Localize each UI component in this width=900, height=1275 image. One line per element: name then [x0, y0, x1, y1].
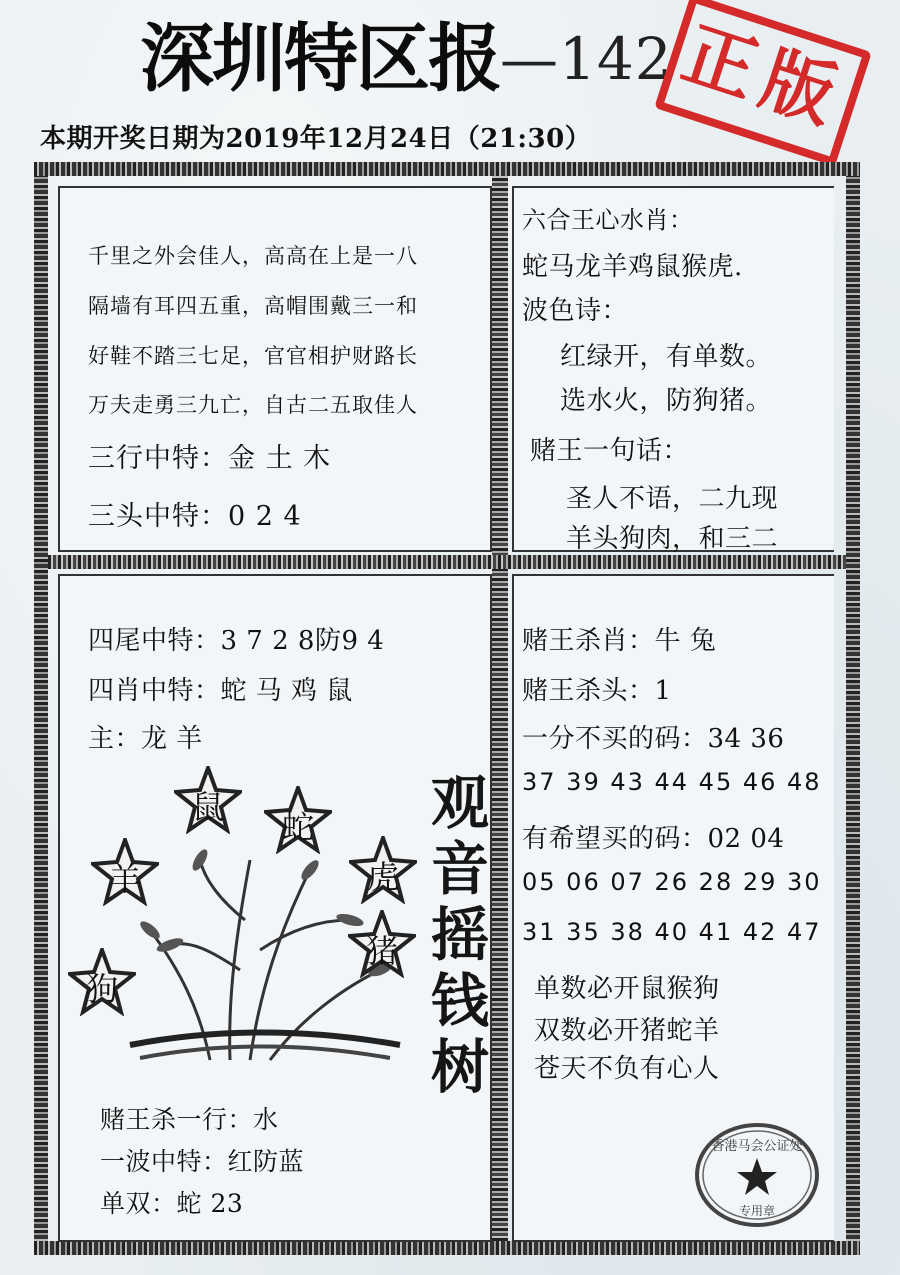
star-zodiac-label: 狗	[85, 970, 118, 1008]
three-elements: 三行中特：金 土 木	[88, 443, 332, 474]
star-zodiac-label: 羊	[108, 860, 141, 898]
authentic-stamp-text: 正版	[673, 10, 856, 142]
star-zodiac-snake	[268, 790, 328, 850]
four-zodiacs: 四肖中特：蛇 马 鸡 鼠	[88, 676, 353, 706]
horizontal-divider	[48, 555, 846, 569]
star-zodiac-rat	[178, 770, 238, 830]
no-buy-numbers-line: 37 39 43 44 45 46 48	[522, 768, 822, 796]
king-quote-label: 赌王一句话：	[530, 436, 690, 466]
star-zodiac-label: 鼠	[191, 788, 224, 826]
hope-numbers-line: 05 06 07 26 28 29 30	[522, 868, 822, 896]
odd-even: 单双：蛇 23	[100, 1189, 244, 1218]
calligraphy-char: 音	[430, 835, 489, 903]
one-wave: 一波中特：红防蓝	[100, 1147, 305, 1176]
poem-line: 好鞋不踏三七足，官官相护财路长	[88, 344, 418, 368]
newspaper-title: 深圳特区报	[140, 16, 500, 102]
star-zodiac-label: 虎	[366, 858, 399, 896]
wave-poem-line: 选水火，防狗猪。	[560, 386, 773, 416]
kill-element: 赌王杀一行：水	[100, 1105, 279, 1134]
draw-date: 本期开奖日期为2019年12月24日（21:30）	[40, 124, 592, 154]
poem-line: 隔墙有耳四五重，高帽围戴三一和	[88, 294, 418, 318]
main-zodiacs: 主：龙 羊	[88, 724, 203, 754]
star-zodiac-dog	[72, 952, 132, 1012]
odd-rule: 单数必开鼠猴狗	[534, 974, 720, 1004]
calligraphy-title	[420, 770, 500, 1100]
no-buy-numbers: 一分不买的码：34 36	[522, 724, 785, 754]
heart-zodiac-label: 六合王心水肖：	[522, 206, 694, 234]
star-zodiac-tiger	[353, 840, 413, 900]
star-zodiac-label: 蛇	[281, 808, 314, 846]
king-quote-line: 羊头狗肉，和三二	[566, 524, 779, 554]
motto: 苍天不负有心人	[534, 1054, 720, 1084]
poem-line: 万夫走勇三九亡，自古二五取佳人	[88, 393, 418, 417]
calligraphy-char: 观	[430, 769, 489, 837]
seal-text: 香港马会公证处	[711, 1139, 803, 1154]
calligraphy-char: 树	[430, 1033, 489, 1101]
king-quote-line: 圣人不语，二九现	[566, 484, 779, 514]
hope-numbers: 有希望买的码：02 04	[522, 824, 785, 854]
even-rule: 双数必开猪蛇羊	[534, 1016, 720, 1046]
poem-line: 千里之外会佳人，高高在上是一八	[88, 244, 418, 268]
three-heads: 三头中特：0 2 4	[88, 501, 302, 532]
hope-numbers-line: 31 35 38 40 41 42 47	[522, 918, 822, 946]
four-tails: 四尾中特：3 7 2 8防9 4	[88, 626, 385, 656]
issue-number: —142	[500, 25, 673, 93]
heart-zodiac-list: 蛇马龙羊鸡鼠猴虎.	[522, 252, 743, 282]
star-zodiac-pig	[352, 914, 412, 974]
kill-head: 赌王杀头：1	[522, 676, 672, 706]
notary-seal	[692, 1120, 822, 1230]
star-zodiac-label: 猪	[365, 932, 398, 970]
calligraphy-char: 摇	[430, 901, 489, 969]
star-zodiac-goat	[95, 842, 155, 902]
calligraphy-char: 钱	[430, 967, 489, 1035]
wave-poem-line: 红绿开，有单数。	[560, 342, 773, 372]
wave-poem-label: 波色诗：	[522, 296, 629, 326]
seal-star-icon	[737, 1158, 777, 1195]
seal-subtext: 专用章	[738, 1204, 776, 1218]
kill-zodiac: 赌王杀肖：牛 兔	[522, 626, 717, 656]
